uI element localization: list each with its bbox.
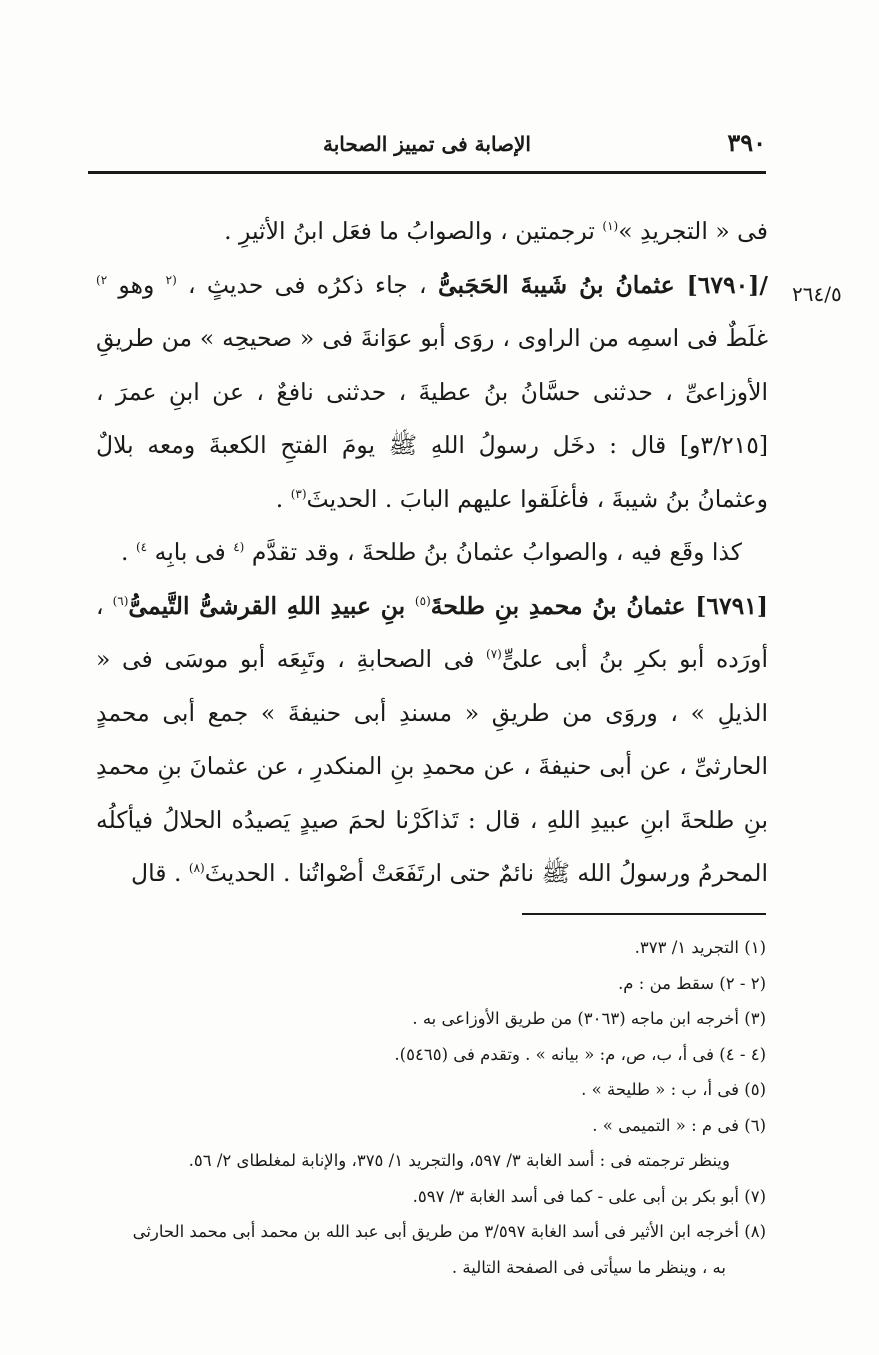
text-run: ترجمتين ، والصوابُ ما فعَل ابنُ الأثيرِ . [224, 217, 603, 245]
footnote-marker: (٧) [486, 647, 502, 662]
margin-volume-reference: ٢٦٤/٥ [792, 282, 842, 306]
footnote-marker: (٨) [188, 861, 205, 876]
text-run: فى بابِه [147, 538, 234, 566]
footnote-marker: ٤) [135, 540, 148, 555]
footnote: (٣) أخرجه ابن ماجه (٣٠٦٣) من طريق الأوزاعى به . [412, 1009, 766, 1028]
footnote: (٧) أبو بكر بن أبى على - كما فى أسد الغابة ٣/ ٥٩٧. [412, 1186, 766, 1206]
footnote-marker: (٢ [165, 272, 177, 287]
running-title: الإصابة فى تمييز الصحابة [323, 132, 531, 156]
text-run: . [275, 484, 291, 513]
footnote-marker: (١) [602, 219, 619, 234]
footnote: (١) التجريد ١/ ٣٧٣. [634, 938, 766, 957]
text-run: ، أورَده أبو بكرِ بنُ أبى علىٍّ [96, 591, 768, 673]
footnote: وينظر ترجمته فى : أسد الغابة ٣/ ٥٩٧، والتجريد ١/ ٣٧٥، والإنابة لمغلطاى ٢/ ٥٦. [188, 1151, 730, 1170]
page-header [88, 128, 766, 168]
text-run: كذا وقَع فيه ، والصوابُ عثمانُ بنُ طلحةَ ، وقد تقدَّم [244, 538, 742, 566]
text-run: ، جاء ذكرُه فى حديثٍ ، [176, 270, 438, 299]
text-run: وهو [107, 270, 166, 299]
footnote-marker: (٤ [233, 540, 245, 555]
entry-heading: بنِ عبيدِ اللهِ القرشىُّ التَّيمىُّ [128, 591, 415, 620]
entry-6791 [96, 580, 768, 901]
page-number: ٣٩٠ [727, 128, 766, 157]
entry-heading: /[٦٧٩٠] عثمانُ بنُ شَيبةَ الحَجَبىُّ [437, 270, 768, 299]
text-run: فى « التجريدِ » [618, 217, 768, 245]
text-run: . قال [131, 859, 189, 887]
paragraph-continuation [96, 205, 768, 259]
footnote: به ، وينظر ما سيأتى فى الصفحة التالية . [451, 1257, 726, 1277]
footnote: (٦) فى م : « التميمى » . [592, 1115, 766, 1135]
footnote-marker: (٣) [290, 486, 307, 501]
entry-heading: [٦٧٩١] عثمانُ بنُ محمدِ بنِ طلحةَ [430, 591, 768, 620]
paragraph-correction [96, 526, 768, 580]
footnote: (٨) أخرجه ابن الأثير فى أسد الغابة ٣/٥٩٧ من طريق أبى عبد الله بن محمد أبى محمد الحارثى [132, 1222, 766, 1241]
text-run: غلَطٌ فى اسمِه من الراوى ، روَى أبو عوَانةَ فى « صحيحِه » من طريقِ الأوزاعىِّ ، حدثنى حسَّانُ بنُ عطيةَ ، حدثنى نافعٌ ، عن ابنِ عمرَ ، [٣/٢١٥و] قال : دخَل رسولُ اللهِ ﷺ يومَ الفتحِ الكعبةَ ومعه بلالٌ وعثمانُ بنُ شيبةَ ، فأغلَقوا عليهم البابَ . الحديثَ [96, 324, 768, 513]
footnotes [80, 930, 766, 1285]
footnote-marker: ٢) [96, 272, 108, 287]
main-text [96, 205, 768, 901]
text-run: فى الصحابةِ ، وتَبِعَه أبو موسَى فى « الذيلِ » ، وروَى من طريقِ « مسندِ أبى حنيفةَ » جمع أبى محمدٍ الحارثىِّ ، عن أبى حنيفةَ ، عن محمدِ بنِ المنكدرِ ، عن عثمانَ بنِ محمدِ بنِ طلحةَ ابنِ عبيدِ اللهِ ، قال : تَذاكَرْنا لحمَ صيدٍ يَصيدُه الحلالُ فيأكلُه المحرمُ ورسولُ الله ﷺ نائمٌ حتى ارتَفَعَتْ أصْواتُنا . الحديثَ [96, 645, 768, 887]
header-rule [88, 171, 766, 174]
footnote-separator [522, 913, 766, 915]
entry-6790 [96, 259, 768, 527]
footnote-marker: (٥) [414, 593, 431, 608]
text-run: . [121, 538, 136, 566]
footnote: (٤ - ٤) فى أ، ب، ص، م: « بيانه » . وتقدم فى (٥٤٦٥). [394, 1044, 766, 1064]
footnote: (٥) فى أ، ب : « طليحة » . [581, 1080, 766, 1099]
footnote-marker: (٦) [112, 593, 129, 608]
footnote: (٢ - ٢) سقط من : م. [618, 973, 766, 993]
